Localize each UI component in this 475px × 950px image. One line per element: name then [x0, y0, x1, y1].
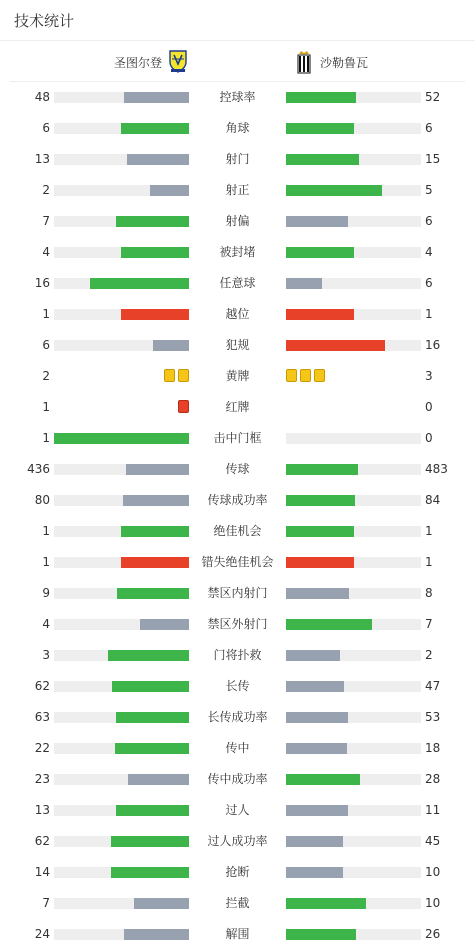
home-stat-bar-fill: [150, 185, 189, 196]
home-stat-bar-fill: [117, 588, 189, 599]
yellow-card-icon: [314, 369, 325, 382]
home-stat-bar-fill: [116, 712, 189, 723]
away-stat-bar-fill: [286, 340, 385, 351]
home-stat-value: 4: [42, 245, 50, 259]
away-stat-bar-fill: [286, 650, 340, 661]
home-stat-value: 2: [42, 183, 50, 197]
away-stat-bar-fill: [286, 247, 354, 258]
stat-label: 射偏: [225, 214, 250, 228]
page-title: 技术统计: [14, 12, 75, 30]
stat-label: 被封堵: [219, 245, 256, 259]
away-stat-bar: [286, 867, 421, 878]
home-stat-bar: [54, 619, 189, 630]
away-stat-value: 5: [425, 183, 433, 197]
away-stat-value: 84: [425, 493, 441, 507]
home-stat-value: 3: [42, 648, 50, 662]
away-stat-bar-fill: [286, 805, 348, 816]
home-stat-value: 1: [42, 524, 50, 538]
away-stat-value: 483: [425, 462, 448, 476]
stat-label: 过人成功率: [207, 834, 268, 848]
away-stat-bar: [286, 619, 421, 630]
home-team-badge-icon: [168, 50, 188, 74]
away-stat-bar-fill: [286, 464, 358, 475]
home-stat-bar-fill: [121, 526, 189, 537]
away-stat-value: 10: [425, 865, 441, 879]
home-stat-value: 4: [42, 617, 50, 631]
home-stat-bar-fill: [116, 805, 189, 816]
home-stat-value: 23: [34, 772, 50, 786]
stat-row: [0, 82, 475, 113]
away-stat-value: 0: [425, 400, 433, 414]
home-stat-bar: [54, 247, 189, 258]
home-stat-bar: [54, 185, 189, 196]
stat-row: [0, 113, 475, 144]
stat-row: [0, 547, 475, 578]
away-stat-bar-fill: [286, 898, 366, 909]
home-stat-bar: [54, 898, 189, 909]
home-stat-bar-fill: [124, 92, 189, 103]
stat-label: 角球: [225, 121, 250, 135]
home-stat-value: 24: [34, 927, 50, 941]
away-stat-value: 11: [425, 803, 441, 817]
away-stat-bar: [286, 309, 421, 320]
home-stat-bar: [54, 464, 189, 475]
away-stat-value: 53: [425, 710, 441, 724]
stat-row: [0, 733, 475, 764]
home-stat-bar-fill: [111, 867, 189, 878]
away-stat-value: 18: [425, 741, 441, 755]
away-stat-bar-fill: [286, 836, 343, 847]
away-stat-bar-fill: [286, 309, 354, 320]
home-stat-bar-fill: [121, 247, 189, 258]
stat-label: 禁区外射门: [207, 617, 268, 631]
stat-row: [0, 671, 475, 702]
away-stat-value: 45: [425, 834, 441, 848]
stat-label: 解围: [225, 927, 250, 941]
yellow-card-icon: [286, 369, 297, 382]
away-stat-bar: [286, 495, 421, 506]
stat-row: [0, 919, 475, 950]
away-stat-bar-fill: [286, 712, 348, 723]
home-stat-bar-fill: [128, 774, 189, 785]
stat-label: 任意球: [219, 276, 256, 290]
away-stat-bar-fill: [286, 557, 354, 568]
away-stat-bar: [286, 712, 421, 723]
home-stat-bar-fill: [108, 650, 189, 661]
home-stat-bar-fill: [153, 340, 189, 351]
home-stat-bar: [54, 123, 189, 134]
away-stat-bar-fill: [286, 92, 356, 103]
home-stat-bar: [54, 557, 189, 568]
home-stat-bar: [54, 743, 189, 754]
away-stat-bar-fill: [286, 867, 343, 878]
stat-row: [0, 640, 475, 671]
stat-label: 抢断: [225, 865, 250, 879]
away-stat-bar-fill: [286, 154, 359, 165]
away-stat-bar: [286, 154, 421, 165]
away-stat-bar: [286, 836, 421, 847]
away-stat-bar: [286, 557, 421, 568]
home-stat-bar-fill: [126, 464, 189, 475]
home-stat-bar: [54, 526, 189, 537]
away-stat-value: 26: [425, 927, 441, 941]
away-stat-value: 1: [425, 555, 433, 569]
away-stat-value: 7: [425, 617, 433, 631]
away-stat-bar: [286, 216, 421, 227]
stat-row: [0, 454, 475, 485]
stat-row: [0, 175, 475, 206]
away-stat-value: 1: [425, 307, 433, 321]
stat-row: [0, 268, 475, 299]
home-cards: [178, 400, 189, 414]
away-stat-value: 10: [425, 896, 441, 910]
stat-row: [0, 888, 475, 919]
away-stat-value: 3: [425, 369, 433, 383]
stat-row: [0, 485, 475, 516]
home-stat-value: 80: [34, 493, 50, 507]
home-stat-value: 7: [42, 896, 50, 910]
away-stat-value: 16: [425, 338, 441, 352]
home-stat-value: 436: [27, 462, 50, 476]
stat-label: 犯规: [225, 338, 250, 352]
away-stat-value: 52: [425, 90, 441, 104]
away-stat-value: 0: [425, 431, 433, 445]
stat-label: 长传: [225, 679, 250, 693]
home-stat-bar: [54, 805, 189, 816]
stat-label: 射门: [225, 152, 250, 166]
yellow-card-icon: [300, 369, 311, 382]
home-stat-value: 6: [42, 121, 50, 135]
home-stat-bar: [54, 929, 189, 940]
home-stat-bar: [54, 712, 189, 723]
stat-row: [0, 795, 475, 826]
stat-label: 绝佳机会: [213, 524, 262, 538]
away-stat-bar: [286, 278, 421, 289]
home-stat-bar-fill: [54, 433, 189, 444]
away-stat-bar: [286, 805, 421, 816]
away-stat-bar-fill: [286, 526, 354, 537]
away-stat-bar-fill: [286, 185, 382, 196]
home-stat-bar-fill: [116, 216, 189, 227]
home-stat-value: 7: [42, 214, 50, 228]
away-stat-bar-fill: [286, 619, 372, 630]
home-stat-value: 1: [42, 400, 50, 414]
stat-row: [0, 299, 475, 330]
home-stat-bar: [54, 650, 189, 661]
stat-label: 错失绝佳机会: [201, 555, 274, 569]
home-stat-bar-fill: [112, 681, 189, 692]
home-stat-bar: [54, 154, 189, 165]
stat-label: 过人: [225, 803, 250, 817]
home-stat-bar: [54, 495, 189, 506]
stat-row: [0, 826, 475, 857]
stat-label: 控球率: [219, 90, 256, 104]
stat-row: [0, 516, 475, 547]
home-stat-value: 6: [42, 338, 50, 352]
home-stat-value: 16: [34, 276, 50, 290]
home-stat-value: 1: [42, 555, 50, 569]
away-stat-bar: [286, 929, 421, 940]
stat-label: 传中成功率: [207, 772, 268, 786]
home-stat-value: 62: [34, 834, 50, 848]
stat-label: 门将扑救: [213, 648, 262, 662]
away-stat-bar: [286, 464, 421, 475]
away-stat-bar: [286, 743, 421, 754]
home-stat-bar: [54, 278, 189, 289]
stat-row: [0, 392, 475, 423]
home-stat-bar-fill: [124, 929, 189, 940]
home-stat-value: 22: [34, 741, 50, 755]
stat-row: [0, 423, 475, 454]
stat-row: [0, 764, 475, 795]
yellow-card-icon: [178, 369, 189, 382]
away-stat-bar-fill: [286, 774, 360, 785]
stat-row: [0, 144, 475, 175]
away-cards: [286, 369, 325, 383]
home-stat-bar-fill: [127, 154, 189, 165]
away-stat-value: 8: [425, 586, 433, 600]
away-stat-bar: [286, 588, 421, 599]
home-stat-bar-fill: [121, 123, 189, 134]
away-team[interactable]: [294, 50, 368, 74]
stat-label: 拦截: [225, 896, 250, 910]
stat-label: 传中: [225, 741, 250, 755]
away-stat-bar: [286, 681, 421, 692]
home-stat-value: 1: [42, 307, 50, 321]
stat-row: [0, 361, 475, 392]
stat-label: 传球成功率: [207, 493, 268, 507]
home-stat-bar: [54, 340, 189, 351]
stat-row: [0, 206, 475, 237]
away-stat-bar-fill: [286, 743, 347, 754]
stat-row: [0, 702, 475, 733]
home-stat-value: 9: [42, 586, 50, 600]
home-stat-value: 13: [34, 803, 50, 817]
home-stat-bar-fill: [121, 309, 189, 320]
home-stat-bar-fill: [134, 898, 189, 909]
away-stat-value: 6: [425, 276, 433, 290]
stat-label: 传球: [225, 462, 250, 476]
away-stat-value: 47: [425, 679, 441, 693]
away-stat-value: 6: [425, 214, 433, 228]
home-stat-bar: [54, 867, 189, 878]
stat-label: 长传成功率: [207, 710, 268, 724]
home-stat-value: 62: [34, 679, 50, 693]
home-stat-bar-fill: [123, 495, 189, 506]
home-stat-bar: [54, 433, 189, 444]
home-stat-bar: [54, 681, 189, 692]
away-team-badge-icon: [294, 50, 314, 74]
away-stat-bar: [286, 526, 421, 537]
away-stat-value: 15: [425, 152, 441, 166]
stat-label: 黄牌: [225, 369, 250, 383]
home-stat-value: 1: [42, 431, 50, 445]
stat-label: 射正: [225, 183, 250, 197]
home-stat-bar-fill: [111, 836, 189, 847]
away-stat-bar: [286, 247, 421, 258]
away-stat-bar: [286, 898, 421, 909]
home-stat-bar: [54, 774, 189, 785]
home-stat-value: 48: [34, 90, 50, 104]
away-stat-bar-fill: [286, 278, 322, 289]
home-stat-value: 63: [34, 710, 50, 724]
home-stat-value: 13: [34, 152, 50, 166]
away-stat-bar: [286, 340, 421, 351]
home-stat-bar: [54, 588, 189, 599]
away-stat-bar: [286, 774, 421, 785]
away-stat-bar-fill: [286, 216, 348, 227]
stat-row: [0, 857, 475, 888]
home-stat-bar-fill: [121, 557, 189, 568]
away-stat-value: 6: [425, 121, 433, 135]
home-cards: [164, 369, 189, 383]
stat-label: 禁区内射门: [207, 586, 268, 600]
home-stat-bar-fill: [90, 278, 189, 289]
stat-label: 击中门框: [213, 431, 262, 445]
away-stat-bar-fill: [286, 929, 356, 940]
away-stat-bar: [286, 650, 421, 661]
away-stat-value: 28: [425, 772, 441, 786]
home-stat-bar: [54, 92, 189, 103]
home-stat-bar-fill: [140, 619, 189, 630]
home-team-name: 圣图尔登: [113, 55, 162, 70]
divider: [0, 40, 475, 41]
away-stat-bar-fill: [286, 123, 354, 134]
home-stat-bar: [54, 836, 189, 847]
stat-row: [0, 578, 475, 609]
home-stat-bar: [54, 309, 189, 320]
away-stat-bar: [286, 123, 421, 134]
away-stat-bar-fill: [286, 588, 349, 599]
red-card-icon: [178, 400, 189, 413]
stat-row: [0, 330, 475, 361]
away-stat-bar-fill: [286, 495, 355, 506]
stat-label: 越位: [225, 307, 250, 321]
away-stat-bar: [286, 433, 421, 444]
away-team-name: 沙勒鲁瓦: [320, 55, 369, 70]
stat-row: [0, 237, 475, 268]
away-stat-value: 1: [425, 524, 433, 538]
stat-label: 红牌: [225, 400, 250, 414]
home-stat-bar-fill: [115, 743, 189, 754]
yellow-card-icon: [164, 369, 175, 382]
away-stat-value: 4: [425, 245, 433, 259]
away-stat-bar-fill: [286, 681, 344, 692]
home-stat-value: 14: [34, 865, 50, 879]
stat-row: [0, 609, 475, 640]
away-stat-bar: [286, 92, 421, 103]
home-stat-bar: [54, 216, 189, 227]
home-team[interactable]: [114, 50, 188, 74]
away-stat-value: 2: [425, 648, 433, 662]
home-stat-value: 2: [42, 369, 50, 383]
away-stat-bar: [286, 185, 421, 196]
